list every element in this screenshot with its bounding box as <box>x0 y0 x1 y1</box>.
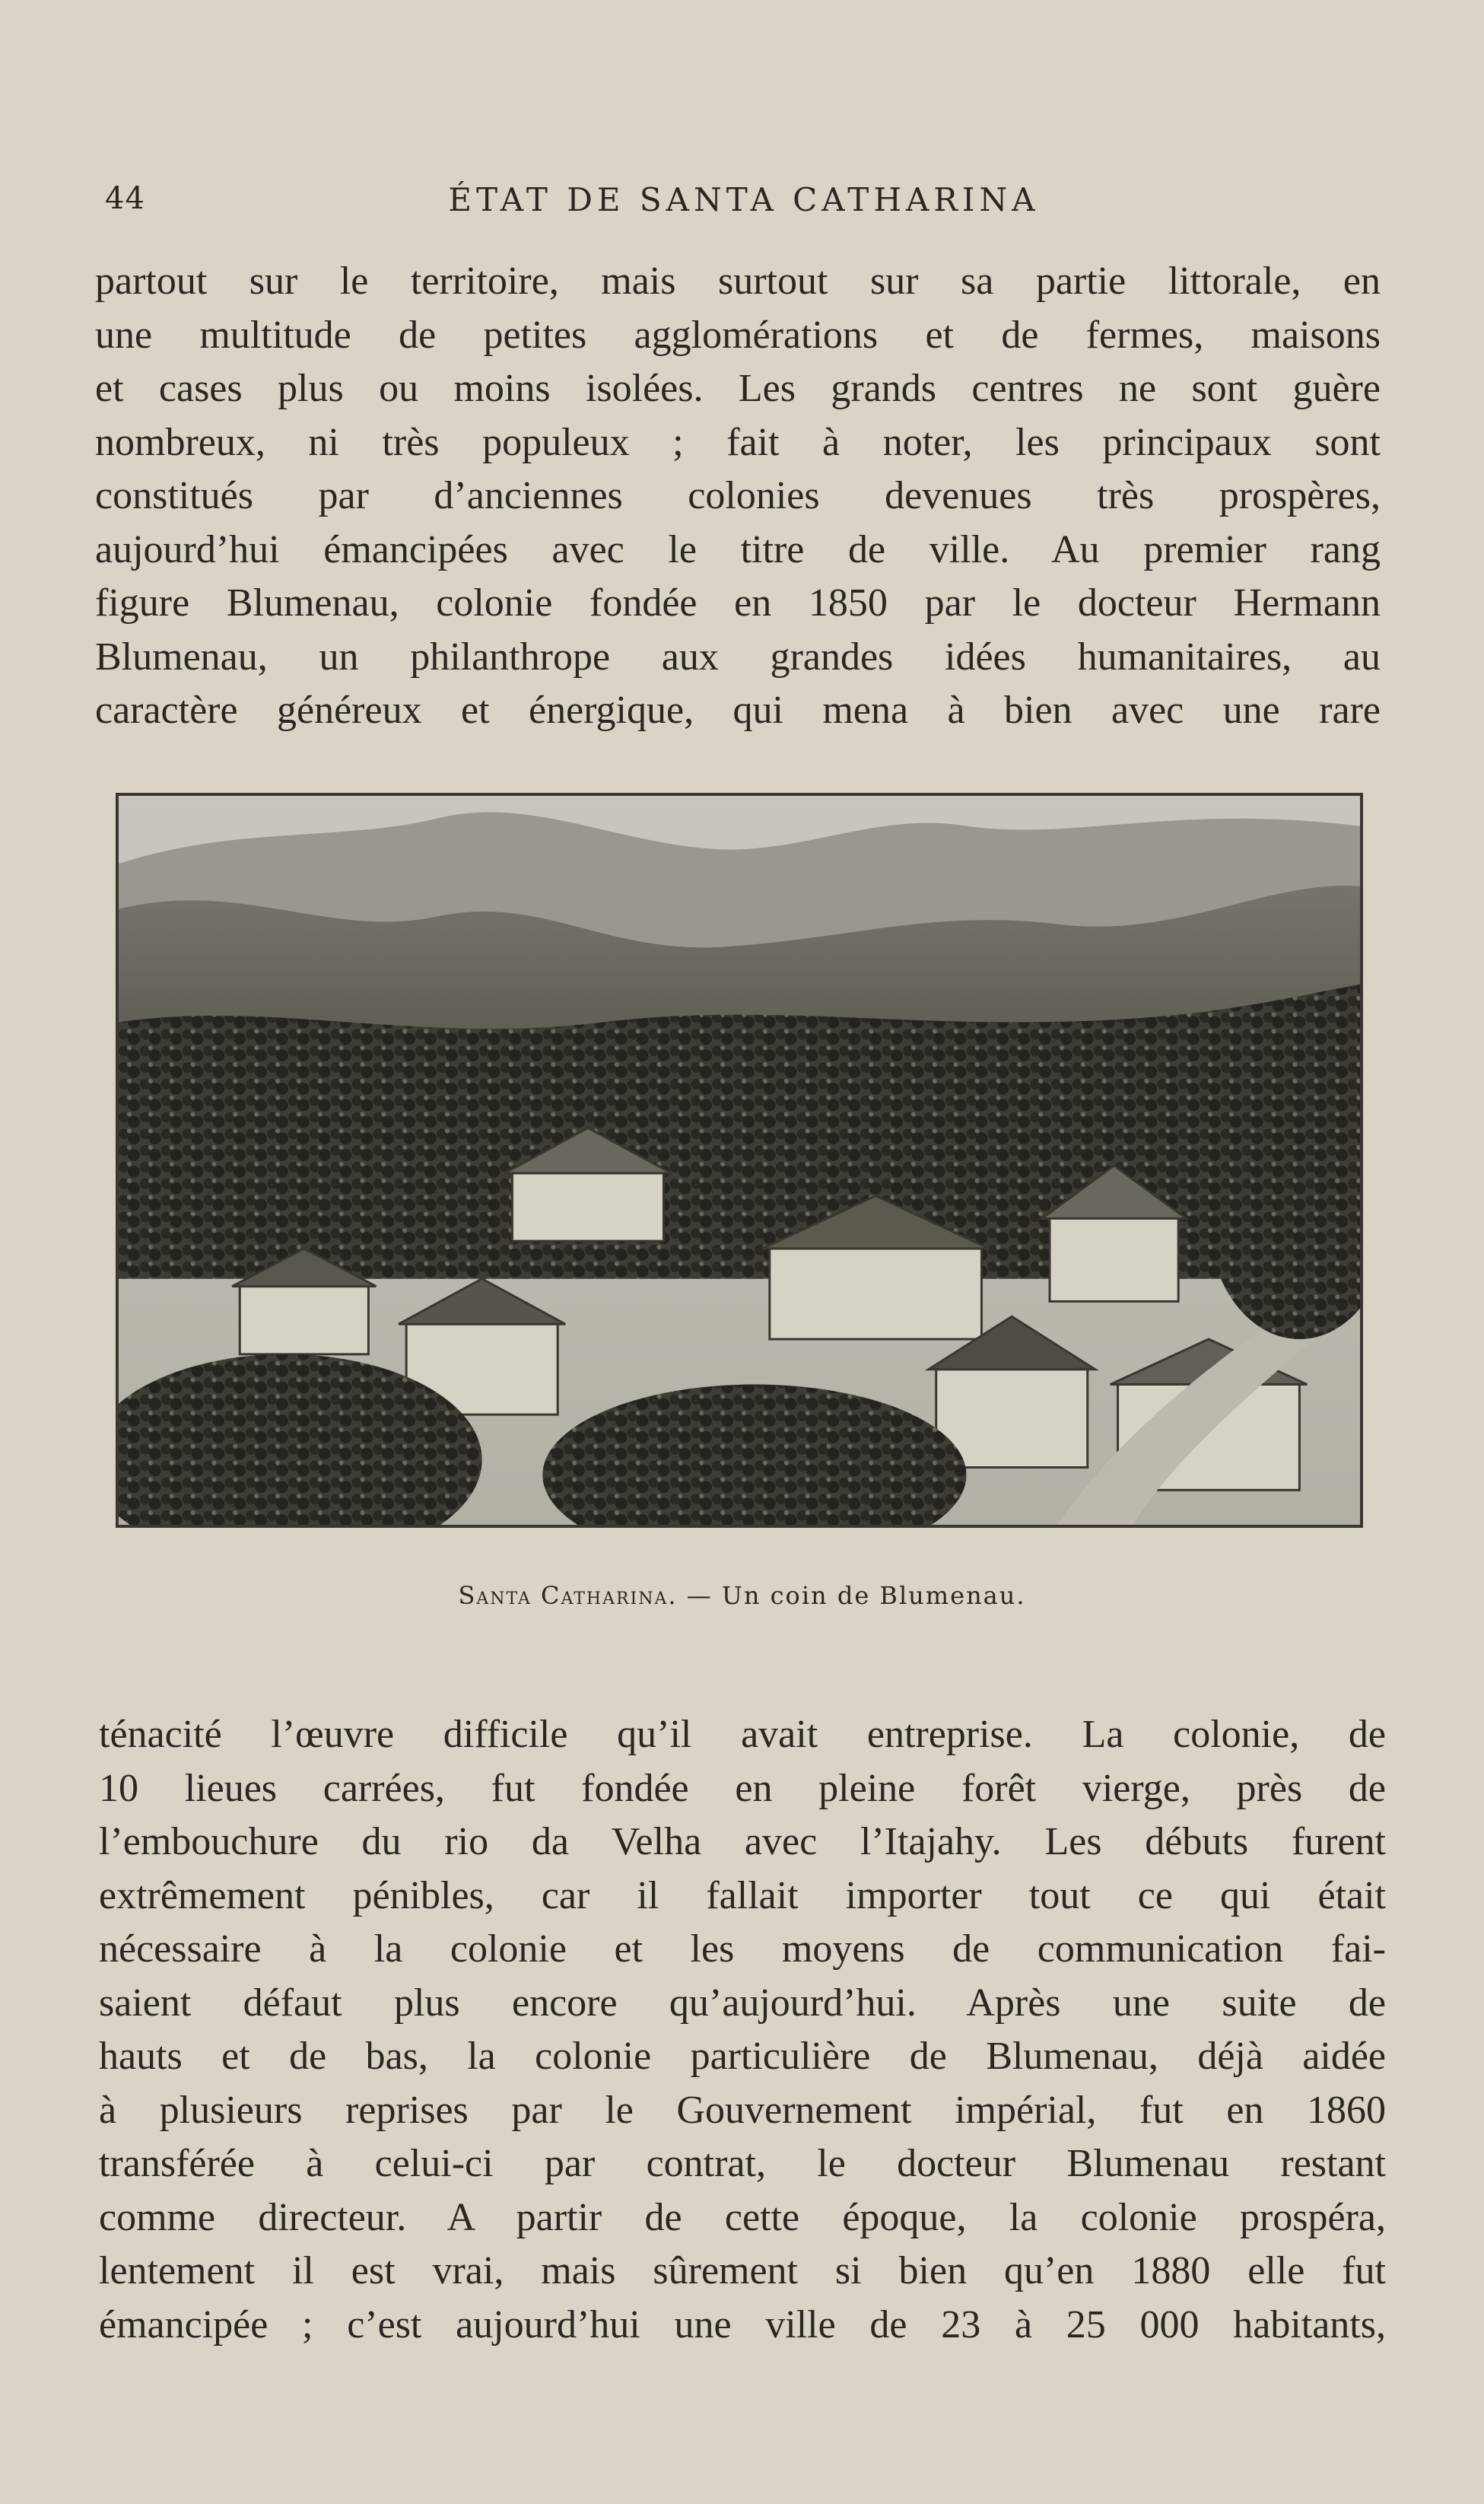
text-line: émancipée ; c’est aujourd’hui une ville de 23 à 25 000 habitants, <box>99 2302 1386 2347</box>
text-line: hauts et de bas, la colonie particulière de Blumenau, déjà aidée <box>99 2035 1386 2078</box>
text-line: constitués par d’anciennes colonies devenues très prospères, <box>95 474 1381 517</box>
page-header <box>97 181 1390 227</box>
paragraph-bottom <box>99 1708 1386 2352</box>
text-line: nombreux, ni très populeux ; fait à noter, les principaux sont <box>95 420 1381 464</box>
text-line: figure Blumenau, colonie fondée en 1850 par le docteur Hermann <box>95 581 1381 625</box>
text-line: comme directeur. A partir de cette époque, la colonie prospéra, <box>99 2195 1386 2239</box>
paragraph-top <box>95 255 1381 738</box>
running-title: ÉTAT DE SANTA CATHARINA <box>448 181 1040 218</box>
text-line: saient défaut plus encore qu’aujourd’hui. Après une suite de <box>99 1981 1386 2025</box>
figure-caption <box>0 1581 1484 1610</box>
text-line: 10 lieues carrées, fut fondée en pleine forêt vierge, près de <box>99 1766 1386 1810</box>
text-line: nécessaire à la colonie et les moyens de communication fai- <box>99 1927 1386 1971</box>
text-line: aujourd’hui émancipées avec le titre de ville. Au premier rang <box>95 527 1381 571</box>
text-line: transférée à celui-ci par contrat, le docteur Blumenau restant <box>99 2142 1386 2185</box>
text-line: une multitude de petites agglomérations et de fermes, maisons <box>95 313 1381 357</box>
text-line: caractère généreux et énergique, qui mena à bien avec une rare <box>95 689 1381 732</box>
text-line: et cases plus ou moins isolées. Les grands centres ne sont guère <box>95 367 1381 410</box>
text-line: extrêmement pénibles, car il fallait importer tout ce qui était <box>99 1873 1386 1917</box>
photo-blumenau <box>116 793 1363 1528</box>
page-number: 44 <box>105 181 145 216</box>
caption-text: — Un coin de Blumenau. <box>686 1581 1026 1610</box>
text-line: lentement il est vrai, mais sûrement si bien qu’en 1880 elle fut <box>99 2249 1386 2292</box>
photo-illustration <box>119 796 1360 1525</box>
text-line: ténacité l’œuvre difficile qu’il avait entreprise. La colonie, de <box>99 1713 1386 1756</box>
text-line: partout sur le territoire, mais surtout sur sa partie littorale, en <box>95 259 1381 303</box>
text-line: à plusieurs reprises par le Gouvernement impérial, fut en 1860 <box>99 2088 1386 2132</box>
text-line: Blumenau, un philanthrope aux grandes idées humanitaires, au <box>95 635 1381 679</box>
caption-place: Santa Catharina. <box>458 1581 678 1610</box>
text-line: l’embouchure du rio da Velha avec l’Itajahy. Les débuts furent <box>99 1820 1386 1863</box>
